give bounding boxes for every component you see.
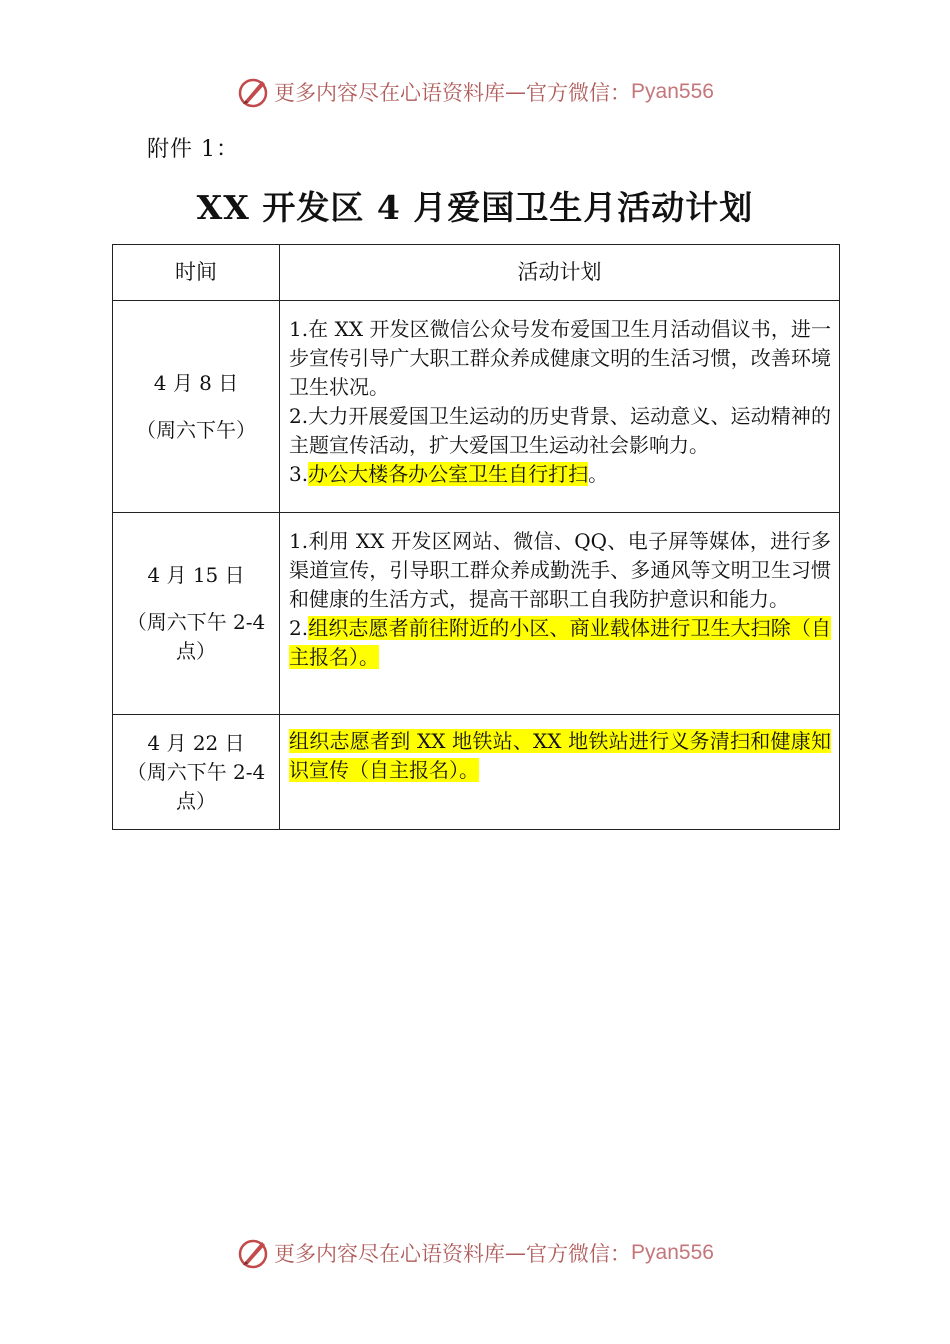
item-number: 2. — [289, 616, 309, 640]
pen-logo-icon — [236, 75, 270, 109]
table-row — [113, 513, 840, 715]
watermark-wechat-id: Pyan556 — [631, 1241, 714, 1264]
item-number: 1. — [289, 529, 309, 553]
watermark-prefix: 更多内容尽在心语资料库 — [274, 81, 506, 105]
item-text: 利用 XX 开发区网站、微信、QQ、电子屏等媒体，进行多渠道宣传，引导职工群众养成勤洗手、多通风等文明卫生习惯和健康的生活方式，提高干部职工自我防护意识和能力。 — [289, 529, 831, 611]
watermark-middle: 官方微信： — [526, 1242, 632, 1266]
plan-item — [289, 727, 831, 785]
plan-item — [289, 315, 831, 402]
pen-logo-icon — [236, 1236, 270, 1270]
watermark-dash: — — [505, 80, 527, 104]
item-tail: 。 — [588, 462, 609, 486]
item-text: 在 XX 开发区微信公众号发布爱国卫生月活动倡议书，进一步宣传引导广大职工群众养成健康文明的生活习惯，改善环境卫生状况。 — [289, 317, 831, 399]
row-when: （周六下午 2-4 点） — [126, 759, 266, 813]
table-row — [113, 301, 840, 513]
plan-item — [289, 614, 831, 672]
document-title: XX 开发区 4 月爱国卫生月活动计划 — [196, 188, 754, 227]
item-number: 3. — [289, 462, 309, 486]
row-date: 4 月 15 日 — [147, 563, 245, 587]
watermark-middle: 官方微信： — [526, 81, 632, 105]
row-date: 4 月 8 日 — [153, 370, 239, 395]
plan-item — [289, 527, 831, 614]
time-cell — [113, 513, 280, 715]
item-number: 2. — [289, 404, 309, 428]
time-cell — [113, 301, 280, 513]
row-when: （周六下午） — [136, 417, 256, 442]
item-text: 大力开展爱国卫生运动的历史背景、运动意义、运动精神的主题宣传活动，扩大爱国卫生运动社会影响力。 — [289, 404, 831, 457]
watermark-bottom — [0, 1233, 950, 1273]
plan-item — [289, 460, 831, 489]
plan-cell — [280, 715, 840, 830]
item-number: 1. — [289, 317, 309, 341]
watermark-dash: — — [505, 1241, 527, 1265]
activity-plan-table — [112, 244, 840, 830]
watermark-top — [0, 72, 950, 112]
item-text-highlighted: 组织志愿者前往附近的小区、商业载体进行卫生大扫除（自主报名）。 — [289, 616, 831, 669]
plan-item — [289, 402, 831, 460]
watermark-wechat-id: Pyan556 — [631, 80, 714, 103]
time-cell — [113, 715, 280, 830]
plan-cell — [280, 513, 840, 715]
row-date: 4 月 22 日 — [147, 730, 245, 755]
item-text-highlighted: 办公大楼各办公室卫生自行打扫 — [308, 462, 589, 486]
row-when: （周六下午 2-4 点） — [126, 610, 266, 663]
header-plan: 活动计划 — [280, 245, 840, 301]
plan-cell — [280, 301, 840, 513]
table-row — [113, 715, 840, 830]
attachment-label: 附件 1： — [147, 137, 239, 162]
table-header-row — [113, 245, 840, 301]
watermark-prefix: 更多内容尽在心语资料库 — [274, 1242, 506, 1266]
item-text-highlighted: 组织志愿者到 XX 地铁站、XX 地铁站进行义务清扫和健康知识宣传（自主报名）。 — [289, 729, 831, 782]
header-time: 时间 — [113, 245, 280, 301]
